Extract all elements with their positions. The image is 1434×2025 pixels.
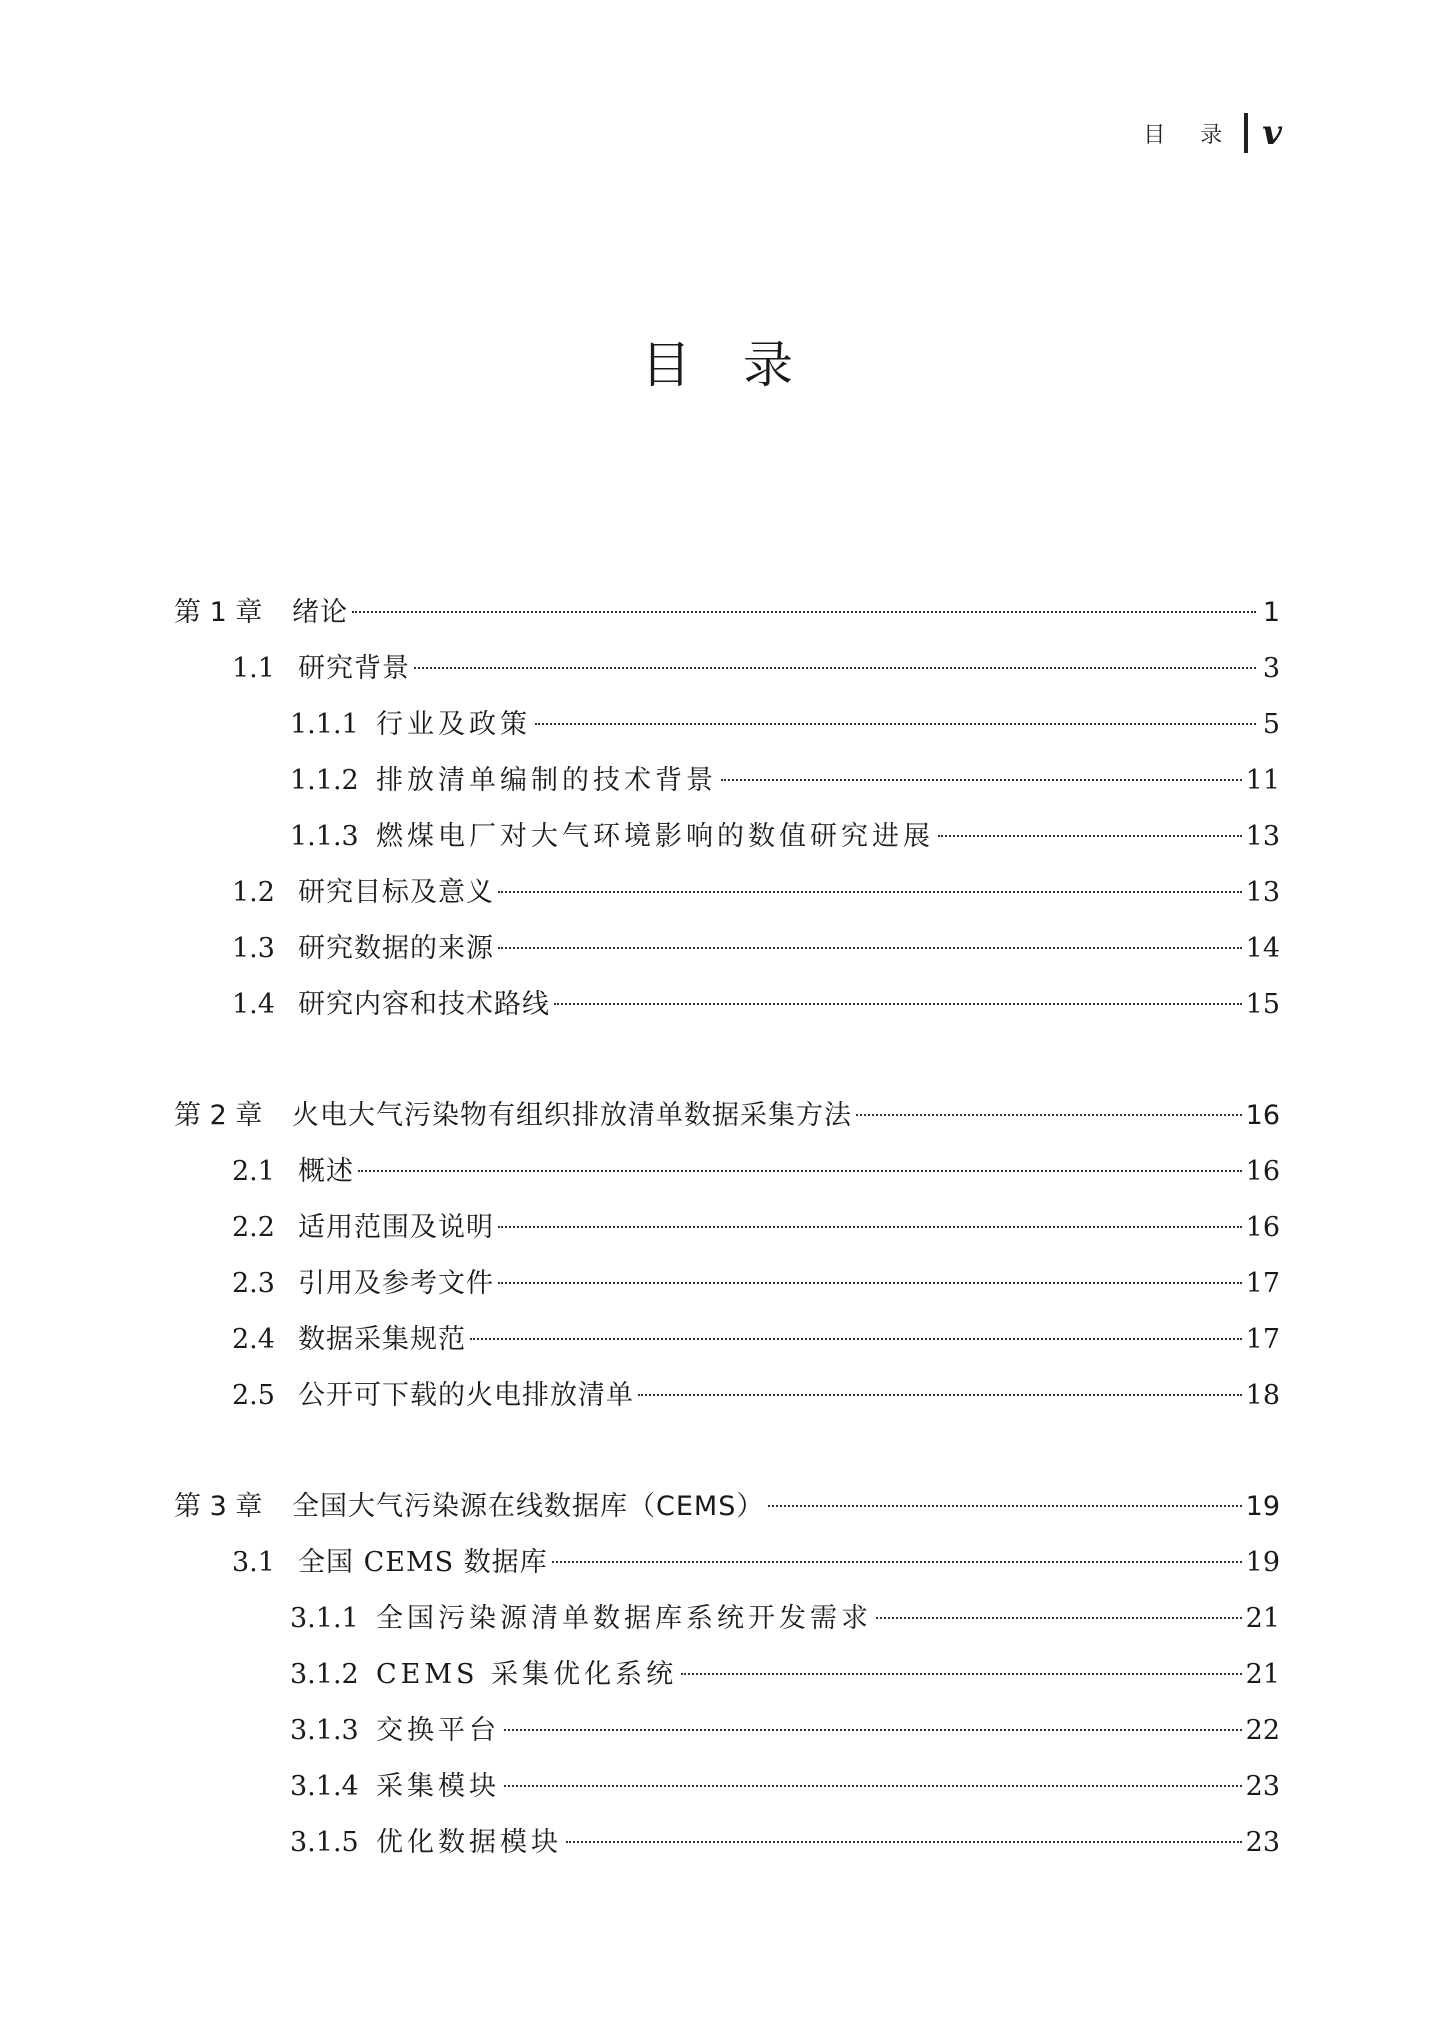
toc-entry-page: 13 bbox=[1245, 877, 1280, 908]
toc-dot-leader bbox=[498, 1226, 1242, 1228]
toc-entry-page: 13 bbox=[1245, 821, 1280, 852]
toc-entry-number: 3.1.3 bbox=[290, 1715, 359, 1746]
toc-section-entry[interactable] bbox=[174, 1200, 1280, 1256]
toc-section-entry[interactable] bbox=[174, 865, 1280, 921]
toc-dot-leader bbox=[938, 835, 1242, 837]
toc-entry-title: 概述 bbox=[298, 1156, 354, 1187]
toc-entry-page: 17 bbox=[1245, 1268, 1280, 1299]
toc-dot-leader bbox=[721, 779, 1242, 781]
toc-entry-number: 1.1.2 bbox=[290, 765, 359, 796]
toc-dot-leader bbox=[876, 1617, 1242, 1619]
toc-section-entry[interactable] bbox=[174, 1312, 1280, 1368]
toc-entry-number: 2.1 bbox=[232, 1156, 275, 1187]
toc-entry-page: 19 bbox=[1245, 1547, 1280, 1578]
toc-entry-number: 3.1.1 bbox=[290, 1603, 359, 1634]
toc-entry-page: 5 bbox=[1262, 709, 1280, 740]
toc-entry-page: 16 bbox=[1245, 1100, 1280, 1131]
toc-subsection-entry[interactable] bbox=[174, 809, 1280, 865]
toc-section-entry[interactable] bbox=[174, 1368, 1280, 1424]
toc-dot-leader bbox=[681, 1673, 1242, 1675]
toc-entry-number: 1.1.3 bbox=[290, 821, 359, 852]
toc-entry-number: 3.1.4 bbox=[290, 1771, 359, 1802]
toc-entry-number: 2.4 bbox=[232, 1324, 275, 1355]
toc-entry-number: 第 2 章 bbox=[174, 1100, 263, 1131]
toc-chapter-entry[interactable] bbox=[174, 1479, 1280, 1535]
toc-entry-title: 全国污染源清单数据库系统开发需求 bbox=[376, 1603, 872, 1634]
toc-entry-title: 燃煤电厂对大气环境影响的数值研究进展 bbox=[376, 821, 934, 852]
toc-entry-title: 交换平台 bbox=[376, 1715, 500, 1746]
toc-dot-leader bbox=[504, 1729, 1242, 1731]
toc-entry-page: 17 bbox=[1245, 1324, 1280, 1355]
toc-dot-leader bbox=[498, 891, 1242, 893]
toc-chapter-block bbox=[174, 1479, 1280, 1871]
toc-subsection-entry[interactable] bbox=[174, 697, 1280, 753]
toc-entry-number: 1.1 bbox=[232, 653, 275, 684]
toc-subsection-entry[interactable] bbox=[174, 1759, 1280, 1815]
toc-entry-page: 15 bbox=[1245, 989, 1280, 1020]
toc-entry-page: 18 bbox=[1245, 1380, 1280, 1411]
toc-entry-title: 火电大气污染物有组织排放清单数据采集方法 bbox=[292, 1100, 852, 1131]
toc-section-entry[interactable] bbox=[174, 641, 1280, 697]
toc-entry-number: 1.2 bbox=[232, 877, 275, 908]
toc-entry-page: 23 bbox=[1245, 1827, 1280, 1858]
toc-entry-page: 19 bbox=[1245, 1491, 1280, 1522]
running-head bbox=[1143, 112, 1282, 154]
toc-dot-leader bbox=[498, 1282, 1242, 1284]
toc-entry-number: 1.4 bbox=[232, 989, 275, 1020]
toc-dot-leader bbox=[352, 611, 1256, 613]
toc-entry-title: 研究数据的来源 bbox=[298, 933, 494, 964]
toc-entry-number: 3.1.5 bbox=[290, 1827, 359, 1858]
toc-entry-title: 优化数据模块 bbox=[376, 1827, 562, 1858]
toc-subsection-entry[interactable] bbox=[174, 753, 1280, 809]
toc-dot-leader bbox=[638, 1394, 1242, 1396]
toc-chapter-entry[interactable] bbox=[174, 1088, 1280, 1144]
toc-chapter-block bbox=[174, 585, 1280, 1033]
toc-entry-page: 23 bbox=[1245, 1771, 1280, 1802]
toc-dot-leader bbox=[498, 947, 1242, 949]
toc-entry-title: 全国 CEMS 数据库 bbox=[298, 1547, 548, 1578]
toc-entry-number: 1.1.1 bbox=[290, 709, 359, 740]
running-head-page-number: v bbox=[1262, 113, 1282, 153]
toc-entry-title: 绪论 bbox=[292, 597, 348, 628]
toc-entry-page: 22 bbox=[1245, 1715, 1280, 1746]
toc-entry-title: CEMS 采集优化系统 bbox=[376, 1659, 678, 1690]
toc-entry-number: 第 3 章 bbox=[174, 1491, 263, 1522]
toc-dot-leader bbox=[414, 667, 1256, 669]
toc-dot-leader bbox=[768, 1505, 1241, 1507]
toc-entry-page: 21 bbox=[1245, 1659, 1280, 1690]
toc-entry-title: 采集模块 bbox=[376, 1771, 500, 1802]
page-title: 目录 bbox=[641, 336, 845, 394]
toc-chapter-entry[interactable] bbox=[174, 585, 1280, 641]
toc-subsection-entry[interactable] bbox=[174, 1815, 1280, 1871]
toc-section-entry[interactable] bbox=[174, 921, 1280, 977]
toc-entry-title: 研究背景 bbox=[298, 653, 410, 684]
toc-chapter-block bbox=[174, 1088, 1280, 1424]
toc-section-entry[interactable] bbox=[174, 1144, 1280, 1200]
toc-entry-title: 行业及政策 bbox=[376, 709, 531, 740]
toc-section-entry[interactable] bbox=[174, 977, 1280, 1033]
toc-entry-page: 3 bbox=[1262, 653, 1280, 684]
toc-entry-title: 适用范围及说明 bbox=[298, 1212, 494, 1243]
toc-entry-number: 1.3 bbox=[232, 933, 275, 964]
toc-subsection-entry[interactable] bbox=[174, 1591, 1280, 1647]
toc-subsection-entry[interactable] bbox=[174, 1703, 1280, 1759]
toc-entry-title: 全国大气污染源在线数据库（CEMS） bbox=[292, 1491, 765, 1522]
toc-entry-number: 第 1 章 bbox=[174, 597, 263, 628]
toc-entry-number: 3.1.2 bbox=[290, 1659, 359, 1690]
toc-dot-leader bbox=[535, 723, 1256, 725]
toc-entry-page: 1 bbox=[1262, 597, 1280, 628]
running-head-label: 目 录 bbox=[1143, 122, 1237, 148]
table-of-contents bbox=[174, 585, 1280, 1926]
toc-entry-title: 研究目标及意义 bbox=[298, 877, 494, 908]
toc-entry-title: 排放清单编制的技术背景 bbox=[376, 765, 717, 796]
toc-entry-page: 16 bbox=[1245, 1156, 1280, 1187]
toc-dot-leader bbox=[470, 1338, 1242, 1340]
toc-dot-leader bbox=[856, 1114, 1242, 1116]
toc-entry-title: 引用及参考文件 bbox=[298, 1268, 494, 1299]
toc-entry-page: 11 bbox=[1245, 765, 1280, 796]
toc-dot-leader bbox=[504, 1785, 1242, 1787]
toc-section-entry[interactable] bbox=[174, 1256, 1280, 1312]
toc-entry-page: 16 bbox=[1245, 1212, 1280, 1243]
running-head-divider bbox=[1244, 113, 1248, 153]
toc-dot-leader bbox=[552, 1561, 1242, 1563]
toc-subsection-entry[interactable] bbox=[174, 1647, 1280, 1703]
toc-section-entry[interactable] bbox=[174, 1535, 1280, 1591]
toc-entry-number: 2.2 bbox=[232, 1212, 275, 1243]
toc-entry-number: 2.3 bbox=[232, 1268, 275, 1299]
toc-entry-title: 公开可下载的火电排放清单 bbox=[298, 1380, 634, 1411]
toc-entry-page: 14 bbox=[1245, 933, 1280, 964]
toc-entry-title: 研究内容和技术路线 bbox=[298, 989, 550, 1020]
toc-entry-number: 2.5 bbox=[232, 1380, 275, 1411]
toc-dot-leader bbox=[554, 1003, 1242, 1005]
toc-dot-leader bbox=[566, 1841, 1242, 1843]
toc-entry-number: 3.1 bbox=[232, 1547, 275, 1578]
toc-dot-leader bbox=[358, 1170, 1242, 1172]
toc-entry-title: 数据采集规范 bbox=[298, 1324, 466, 1355]
toc-entry-page: 21 bbox=[1245, 1603, 1280, 1634]
